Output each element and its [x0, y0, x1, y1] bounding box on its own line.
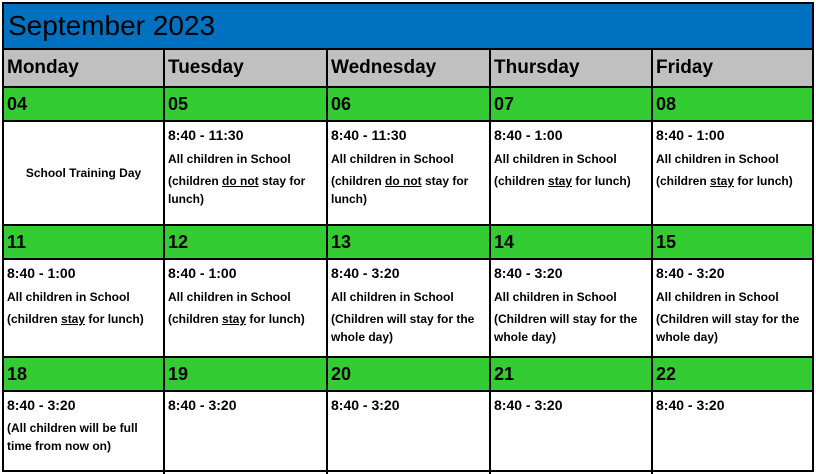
date-cell: 13	[328, 226, 491, 258]
week-3-date-row	[4, 358, 812, 392]
date-cell: 19	[165, 358, 328, 390]
school-hours: 8:40 - 3:20	[494, 265, 563, 281]
school-hours: 8:40 - 3:20	[331, 397, 400, 413]
date-cell: 05	[165, 88, 328, 120]
week-1-date-row	[4, 88, 812, 122]
school-hours: 8:40 - 11:30	[168, 127, 244, 143]
date-cell: 07	[491, 88, 653, 120]
day-detail-cell	[165, 392, 328, 474]
calendar-title: September 2023	[4, 4, 812, 50]
day-detail-cell	[165, 260, 328, 356]
week-2-date-row	[4, 226, 812, 260]
date-cell: 04	[4, 88, 165, 120]
day-detail-cell	[328, 260, 491, 356]
day-detail-cell	[491, 122, 653, 224]
day-detail-cell	[4, 260, 165, 356]
attendance-note: All children in School	[331, 152, 454, 166]
school-hours: 8:40 - 3:20	[656, 397, 725, 413]
calendar-grid	[4, 50, 812, 474]
day-detail-cell	[4, 392, 165, 474]
school-hours: 8:40 - 3:20	[7, 397, 76, 413]
lunch-note: (children do not stay for lunch)	[168, 174, 306, 206]
whole-day-note: (Children will stay for the whole day)	[331, 312, 475, 344]
date-cell: 06	[328, 88, 491, 120]
day-detail-cell	[653, 260, 812, 356]
school-hours: 8:40 - 3:20	[168, 397, 237, 413]
school-hours: 8:40 - 3:20	[331, 265, 400, 281]
full-time-note: (All children will be full time from now on)	[7, 421, 138, 453]
school-hours: 8:40 - 11:30	[331, 127, 407, 143]
date-cell: 20	[328, 358, 491, 390]
lunch-note: (children stay for lunch)	[494, 174, 631, 188]
day-detail-cell	[491, 260, 653, 356]
date-cell: 12	[165, 226, 328, 258]
date-cell: 15	[656, 232, 677, 252]
week-1-detail-row	[4, 122, 812, 226]
weekday-monday: Monday	[4, 50, 165, 86]
date-cell: 08	[656, 94, 677, 114]
weekday-thursday: Thursday	[491, 50, 653, 86]
day-detail-cell	[491, 392, 653, 474]
school-hours: 8:40 - 3:20	[656, 265, 725, 281]
lunch-note: (children stay for lunch)	[7, 312, 144, 326]
school-hours: 8:40 - 1:00	[7, 265, 76, 281]
weekday-header-row	[4, 50, 812, 88]
attendance-note: All children in School	[656, 290, 779, 304]
whole-day-note: (Children will stay for the whole day)	[656, 312, 800, 344]
lunch-note: (children stay for lunch)	[168, 312, 305, 326]
weekday-tuesday: Tuesday	[165, 50, 328, 86]
weekday-wednesday: Wednesday	[328, 50, 491, 86]
lunch-note: (children do not stay for lunch)	[331, 174, 469, 206]
week-3-detail-row	[4, 392, 812, 474]
day-detail-cell	[165, 122, 328, 224]
whole-day-note: (Children will stay for the whole day)	[494, 312, 638, 344]
day-detail-cell	[328, 122, 491, 224]
attendance-note: All children in School	[494, 290, 617, 304]
school-hours: 8:40 - 1:00	[168, 265, 237, 281]
school-hours: 8:40 - 3:20	[494, 397, 563, 413]
week-2-detail-row	[4, 260, 812, 358]
day-detail-cell	[653, 392, 812, 474]
day-detail-cell	[653, 122, 812, 224]
day-detail-cell	[328, 392, 491, 474]
lunch-note: (children stay for lunch)	[656, 174, 793, 188]
date-cell: 21	[491, 358, 653, 390]
attendance-note: All children in School	[494, 152, 617, 166]
day-detail-cell	[4, 122, 165, 224]
attendance-note: All children in School	[168, 290, 291, 304]
attendance-note: All children in School	[168, 152, 291, 166]
attendance-note: All children in School	[331, 290, 454, 304]
date-cell: 18	[4, 358, 165, 390]
school-hours: 8:40 - 1:00	[656, 127, 725, 143]
weekday-friday: Friday	[656, 57, 714, 78]
training-day-note: School Training Day	[25, 166, 142, 180]
school-hours: 8:40 - 1:00	[494, 127, 563, 143]
attendance-note: All children in School	[656, 152, 779, 166]
calendar	[2, 2, 814, 472]
date-cell: 11	[4, 226, 165, 258]
date-cell: 22	[656, 364, 677, 384]
date-cell: 14	[491, 226, 653, 258]
attendance-note: All children in School	[7, 290, 130, 304]
